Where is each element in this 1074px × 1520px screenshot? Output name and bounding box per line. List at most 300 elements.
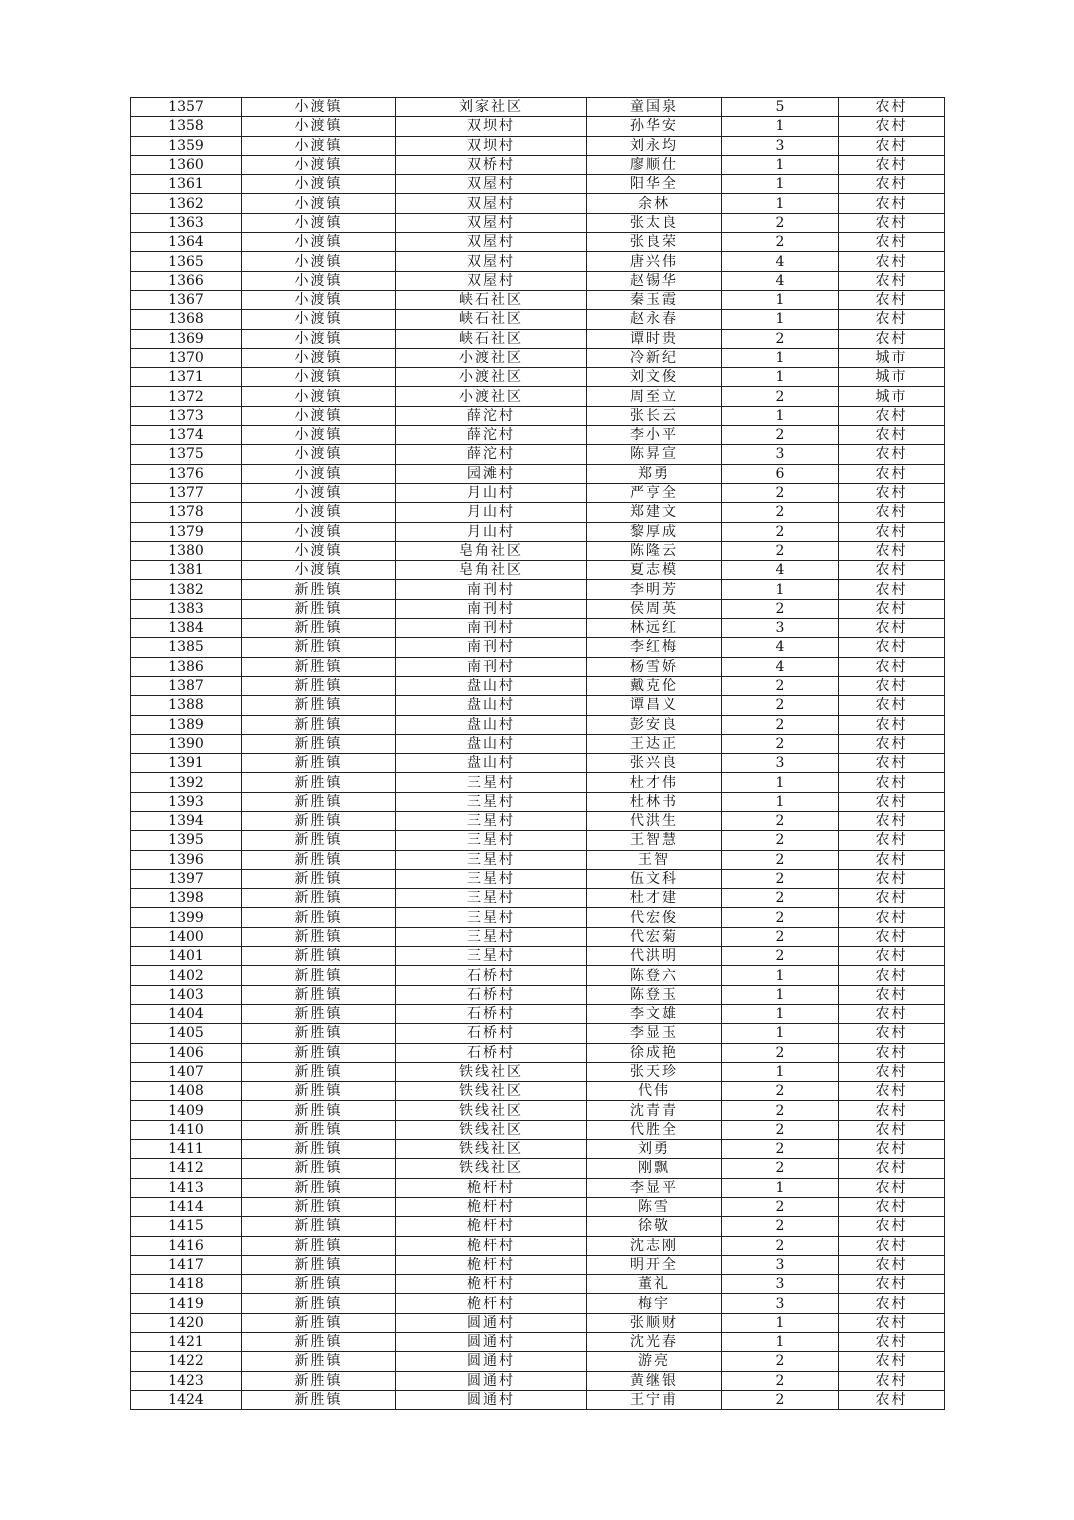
household-count-cell: 3 bbox=[722, 1275, 839, 1294]
town-cell: 新胜镇 bbox=[242, 1043, 396, 1062]
household-count-cell: 4 bbox=[722, 252, 839, 271]
table-row bbox=[131, 599, 945, 618]
household-count-cell: 2 bbox=[722, 811, 839, 830]
serial-number-cell: 1366 bbox=[131, 271, 242, 290]
serial-number-cell: 1414 bbox=[131, 1197, 242, 1216]
serial-number-cell: 1358 bbox=[131, 117, 242, 136]
serial-number-cell: 1378 bbox=[131, 503, 242, 522]
serial-number-cell: 1399 bbox=[131, 908, 242, 927]
name-cell: 王智慧 bbox=[587, 831, 722, 850]
household-count-cell: 4 bbox=[722, 657, 839, 676]
village-cell: 石桥村 bbox=[396, 1024, 587, 1043]
category-cell: 农村 bbox=[839, 657, 945, 676]
name-cell: 代胜全 bbox=[587, 1120, 722, 1139]
serial-number-cell: 1363 bbox=[131, 213, 242, 232]
village-cell: 双屋村 bbox=[396, 194, 587, 213]
village-cell: 桅杆村 bbox=[396, 1236, 587, 1255]
village-cell: 铁线社区 bbox=[396, 1159, 587, 1178]
serial-number-cell: 1385 bbox=[131, 638, 242, 657]
town-cell: 小渡镇 bbox=[242, 290, 396, 309]
table-row bbox=[131, 445, 945, 464]
town-cell: 小渡镇 bbox=[242, 503, 396, 522]
category-cell: 农村 bbox=[839, 676, 945, 695]
table-row bbox=[131, 850, 945, 869]
category-cell: 农村 bbox=[839, 464, 945, 483]
table-row bbox=[131, 966, 945, 985]
village-cell: 峡石社区 bbox=[396, 329, 587, 348]
serial-number-cell: 1412 bbox=[131, 1159, 242, 1178]
village-cell: 月山村 bbox=[396, 483, 587, 502]
serial-number-cell: 1407 bbox=[131, 1062, 242, 1081]
serial-number-cell: 1391 bbox=[131, 754, 242, 773]
household-count-cell: 3 bbox=[722, 1255, 839, 1274]
serial-number-cell: 1409 bbox=[131, 1101, 242, 1120]
name-cell: 李文雄 bbox=[587, 1004, 722, 1023]
serial-number-cell: 1376 bbox=[131, 464, 242, 483]
serial-number-cell: 1374 bbox=[131, 426, 242, 445]
name-cell: 李红梅 bbox=[587, 638, 722, 657]
town-cell: 小渡镇 bbox=[242, 310, 396, 329]
category-cell: 农村 bbox=[839, 561, 945, 580]
household-count-cell: 4 bbox=[722, 561, 839, 580]
category-cell: 农村 bbox=[839, 290, 945, 309]
town-cell: 新胜镇 bbox=[242, 754, 396, 773]
category-cell: 农村 bbox=[839, 1294, 945, 1313]
town-cell: 小渡镇 bbox=[242, 175, 396, 194]
town-cell: 新胜镇 bbox=[242, 1178, 396, 1197]
table-row bbox=[131, 638, 945, 657]
name-cell: 张顺财 bbox=[587, 1313, 722, 1332]
village-cell: 双屋村 bbox=[396, 252, 587, 271]
table-row bbox=[131, 1390, 945, 1409]
town-cell: 小渡镇 bbox=[242, 194, 396, 213]
household-count-cell: 1 bbox=[722, 1024, 839, 1043]
town-cell: 新胜镇 bbox=[242, 1390, 396, 1409]
category-cell: 农村 bbox=[839, 599, 945, 618]
town-cell: 新胜镇 bbox=[242, 715, 396, 734]
category-cell: 农村 bbox=[839, 503, 945, 522]
serial-number-cell: 1380 bbox=[131, 541, 242, 560]
town-cell: 新胜镇 bbox=[242, 734, 396, 753]
table-row bbox=[131, 464, 945, 483]
household-count-cell: 2 bbox=[722, 889, 839, 908]
category-cell: 农村 bbox=[839, 831, 945, 850]
table-row bbox=[131, 676, 945, 695]
village-cell: 盘山村 bbox=[396, 715, 587, 734]
category-cell: 农村 bbox=[839, 136, 945, 155]
table-row bbox=[131, 1024, 945, 1043]
town-cell: 新胜镇 bbox=[242, 1236, 396, 1255]
serial-number-cell: 1396 bbox=[131, 850, 242, 869]
serial-number-cell: 1383 bbox=[131, 599, 242, 618]
household-count-cell: 2 bbox=[722, 869, 839, 888]
table-row bbox=[131, 1294, 945, 1313]
village-cell: 小渡社区 bbox=[396, 387, 587, 406]
town-cell: 新胜镇 bbox=[242, 908, 396, 927]
town-cell: 小渡镇 bbox=[242, 522, 396, 541]
category-cell: 农村 bbox=[839, 1275, 945, 1294]
category-cell: 农村 bbox=[839, 580, 945, 599]
category-cell: 农村 bbox=[839, 1352, 945, 1371]
category-cell: 农村 bbox=[839, 329, 945, 348]
name-cell: 李显平 bbox=[587, 1178, 722, 1197]
village-cell: 圆通村 bbox=[396, 1313, 587, 1332]
household-count-cell: 2 bbox=[722, 947, 839, 966]
name-cell: 郑建文 bbox=[587, 503, 722, 522]
name-cell: 沈青青 bbox=[587, 1101, 722, 1120]
town-cell: 小渡镇 bbox=[242, 426, 396, 445]
serial-number-cell: 1394 bbox=[131, 811, 242, 830]
category-cell: 农村 bbox=[839, 850, 945, 869]
village-cell: 石桥村 bbox=[396, 985, 587, 1004]
town-cell: 小渡镇 bbox=[242, 117, 396, 136]
name-cell: 陈登六 bbox=[587, 966, 722, 985]
table-row bbox=[131, 387, 945, 406]
category-cell: 农村 bbox=[839, 233, 945, 252]
category-cell: 农村 bbox=[839, 619, 945, 638]
name-cell: 李小平 bbox=[587, 426, 722, 445]
town-cell: 新胜镇 bbox=[242, 1197, 396, 1216]
household-count-cell: 2 bbox=[722, 1159, 839, 1178]
category-cell: 农村 bbox=[839, 194, 945, 213]
town-cell: 小渡镇 bbox=[242, 329, 396, 348]
town-cell: 新胜镇 bbox=[242, 696, 396, 715]
village-cell: 双屋村 bbox=[396, 175, 587, 194]
name-cell: 唐兴伟 bbox=[587, 252, 722, 271]
table-row bbox=[131, 1275, 945, 1294]
village-cell: 铁线社区 bbox=[396, 1101, 587, 1120]
name-cell: 张良荣 bbox=[587, 233, 722, 252]
serial-number-cell: 1422 bbox=[131, 1352, 242, 1371]
town-cell: 新胜镇 bbox=[242, 1101, 396, 1120]
household-count-cell: 2 bbox=[722, 734, 839, 753]
category-cell: 农村 bbox=[839, 754, 945, 773]
roster-body bbox=[131, 98, 945, 1410]
category-cell: 农村 bbox=[839, 1101, 945, 1120]
town-cell: 新胜镇 bbox=[242, 773, 396, 792]
village-cell: 石桥村 bbox=[396, 1043, 587, 1062]
category-cell: 农村 bbox=[839, 908, 945, 927]
household-count-cell: 2 bbox=[722, 927, 839, 946]
category-cell: 农村 bbox=[839, 445, 945, 464]
village-cell: 盘山村 bbox=[396, 754, 587, 773]
name-cell: 杨雪娇 bbox=[587, 657, 722, 676]
household-count-cell: 2 bbox=[722, 908, 839, 927]
category-cell: 农村 bbox=[839, 773, 945, 792]
serial-number-cell: 1370 bbox=[131, 348, 242, 367]
village-cell: 小渡社区 bbox=[396, 348, 587, 367]
serial-number-cell: 1417 bbox=[131, 1255, 242, 1274]
village-cell: 铁线社区 bbox=[396, 1140, 587, 1159]
name-cell: 徐成艳 bbox=[587, 1043, 722, 1062]
serial-number-cell: 1361 bbox=[131, 175, 242, 194]
serial-number-cell: 1402 bbox=[131, 966, 242, 985]
name-cell: 林远红 bbox=[587, 619, 722, 638]
household-count-cell: 1 bbox=[722, 310, 839, 329]
table-row bbox=[131, 98, 945, 117]
category-cell: 农村 bbox=[839, 734, 945, 753]
table-row bbox=[131, 908, 945, 927]
serial-number-cell: 1397 bbox=[131, 869, 242, 888]
name-cell: 赵锡华 bbox=[587, 271, 722, 290]
household-count-cell: 1 bbox=[722, 290, 839, 309]
town-cell: 新胜镇 bbox=[242, 580, 396, 599]
serial-number-cell: 1395 bbox=[131, 831, 242, 850]
name-cell: 廖顺仕 bbox=[587, 155, 722, 174]
household-count-cell: 3 bbox=[722, 1294, 839, 1313]
serial-number-cell: 1404 bbox=[131, 1004, 242, 1023]
name-cell: 李明芳 bbox=[587, 580, 722, 599]
town-cell: 新胜镇 bbox=[242, 1120, 396, 1139]
serial-number-cell: 1398 bbox=[131, 889, 242, 908]
table-row bbox=[131, 869, 945, 888]
name-cell: 代洪明 bbox=[587, 947, 722, 966]
serial-number-cell: 1368 bbox=[131, 310, 242, 329]
town-cell: 小渡镇 bbox=[242, 387, 396, 406]
village-cell: 三星村 bbox=[396, 792, 587, 811]
name-cell: 梅宇 bbox=[587, 1294, 722, 1313]
village-cell: 三星村 bbox=[396, 889, 587, 908]
table-row bbox=[131, 1333, 945, 1352]
category-cell: 农村 bbox=[839, 966, 945, 985]
household-count-cell: 2 bbox=[722, 387, 839, 406]
household-count-cell: 2 bbox=[722, 1197, 839, 1216]
town-cell: 新胜镇 bbox=[242, 1313, 396, 1332]
name-cell: 张太良 bbox=[587, 213, 722, 232]
village-cell: 铁线社区 bbox=[396, 1082, 587, 1101]
town-cell: 小渡镇 bbox=[242, 271, 396, 290]
category-cell: 农村 bbox=[839, 1024, 945, 1043]
table-row bbox=[131, 580, 945, 599]
category-cell: 农村 bbox=[839, 811, 945, 830]
town-cell: 小渡镇 bbox=[242, 445, 396, 464]
household-count-cell: 2 bbox=[722, 1352, 839, 1371]
name-cell: 刘勇 bbox=[587, 1140, 722, 1159]
household-count-cell: 1 bbox=[722, 155, 839, 174]
table-row bbox=[131, 368, 945, 387]
village-cell: 桅杆村 bbox=[396, 1178, 587, 1197]
town-cell: 新胜镇 bbox=[242, 985, 396, 1004]
village-cell: 双屋村 bbox=[396, 213, 587, 232]
town-cell: 新胜镇 bbox=[242, 889, 396, 908]
name-cell: 代洪生 bbox=[587, 811, 722, 830]
category-cell: 城市 bbox=[839, 387, 945, 406]
village-cell: 月山村 bbox=[396, 522, 587, 541]
category-cell: 农村 bbox=[839, 271, 945, 290]
serial-number-cell: 1413 bbox=[131, 1178, 242, 1197]
category-cell: 农村 bbox=[839, 98, 945, 117]
category-cell: 农村 bbox=[839, 1178, 945, 1197]
serial-number-cell: 1386 bbox=[131, 657, 242, 676]
serial-number-cell: 1415 bbox=[131, 1217, 242, 1236]
category-cell: 农村 bbox=[839, 483, 945, 502]
town-cell: 小渡镇 bbox=[242, 464, 396, 483]
category-cell: 农村 bbox=[839, 1255, 945, 1274]
village-cell: 盘山村 bbox=[396, 676, 587, 695]
household-count-cell: 2 bbox=[722, 483, 839, 502]
name-cell: 杜林书 bbox=[587, 792, 722, 811]
town-cell: 新胜镇 bbox=[242, 1062, 396, 1081]
table-row bbox=[131, 947, 945, 966]
table-row bbox=[131, 194, 945, 213]
town-cell: 小渡镇 bbox=[242, 348, 396, 367]
household-count-cell: 1 bbox=[722, 348, 839, 367]
town-cell: 小渡镇 bbox=[242, 406, 396, 425]
village-cell: 圆通村 bbox=[396, 1352, 587, 1371]
table-row bbox=[131, 1178, 945, 1197]
village-cell: 圆通村 bbox=[396, 1333, 587, 1352]
village-cell: 桅杆村 bbox=[396, 1275, 587, 1294]
village-cell: 双屋村 bbox=[396, 233, 587, 252]
name-cell: 夏志模 bbox=[587, 561, 722, 580]
household-count-cell: 1 bbox=[722, 1004, 839, 1023]
name-cell: 赵永春 bbox=[587, 310, 722, 329]
table-row bbox=[131, 792, 945, 811]
name-cell: 谭时贵 bbox=[587, 329, 722, 348]
name-cell: 沈光春 bbox=[587, 1333, 722, 1352]
town-cell: 小渡镇 bbox=[242, 561, 396, 580]
town-cell: 新胜镇 bbox=[242, 1294, 396, 1313]
table-row bbox=[131, 1140, 945, 1159]
table-row bbox=[131, 406, 945, 425]
household-count-cell: 1 bbox=[722, 580, 839, 599]
serial-number-cell: 1416 bbox=[131, 1236, 242, 1255]
name-cell: 冷新纪 bbox=[587, 348, 722, 367]
household-count-cell: 2 bbox=[722, 426, 839, 445]
town-cell: 新胜镇 bbox=[242, 638, 396, 657]
village-cell: 桅杆村 bbox=[396, 1294, 587, 1313]
household-count-cell: 4 bbox=[722, 271, 839, 290]
town-cell: 小渡镇 bbox=[242, 155, 396, 174]
category-cell: 农村 bbox=[839, 1333, 945, 1352]
town-cell: 新胜镇 bbox=[242, 811, 396, 830]
household-count-cell: 3 bbox=[722, 754, 839, 773]
village-cell: 南刊村 bbox=[396, 638, 587, 657]
table-row bbox=[131, 831, 945, 850]
table-row bbox=[131, 1313, 945, 1332]
village-cell: 双坝村 bbox=[396, 136, 587, 155]
household-count-cell: 2 bbox=[722, 696, 839, 715]
category-cell: 农村 bbox=[839, 1217, 945, 1236]
town-cell: 新胜镇 bbox=[242, 1024, 396, 1043]
name-cell: 王达正 bbox=[587, 734, 722, 753]
town-cell: 新胜镇 bbox=[242, 1352, 396, 1371]
household-count-cell: 1 bbox=[722, 406, 839, 425]
table-row bbox=[131, 1120, 945, 1139]
serial-number-cell: 1405 bbox=[131, 1024, 242, 1043]
village-cell: 铁线社区 bbox=[396, 1062, 587, 1081]
serial-number-cell: 1411 bbox=[131, 1140, 242, 1159]
serial-number-cell: 1419 bbox=[131, 1294, 242, 1313]
category-cell: 城市 bbox=[839, 348, 945, 367]
village-cell: 铁线社区 bbox=[396, 1120, 587, 1139]
table-row bbox=[131, 541, 945, 560]
household-count-cell: 2 bbox=[722, 541, 839, 560]
category-cell: 农村 bbox=[839, 1390, 945, 1409]
category-cell: 农村 bbox=[839, 1371, 945, 1390]
name-cell: 杜才伟 bbox=[587, 773, 722, 792]
serial-number-cell: 1379 bbox=[131, 522, 242, 541]
village-cell: 盘山村 bbox=[396, 696, 587, 715]
name-cell: 秦玉霞 bbox=[587, 290, 722, 309]
town-cell: 新胜镇 bbox=[242, 869, 396, 888]
serial-number-cell: 1365 bbox=[131, 252, 242, 271]
village-cell: 双屋村 bbox=[396, 271, 587, 290]
town-cell: 小渡镇 bbox=[242, 368, 396, 387]
household-count-cell: 2 bbox=[722, 1082, 839, 1101]
category-cell: 农村 bbox=[839, 792, 945, 811]
table-row bbox=[131, 985, 945, 1004]
category-cell: 农村 bbox=[839, 1313, 945, 1332]
household-count-cell: 1 bbox=[722, 1062, 839, 1081]
village-cell: 南刊村 bbox=[396, 657, 587, 676]
category-cell: 农村 bbox=[839, 155, 945, 174]
village-cell: 三星村 bbox=[396, 773, 587, 792]
category-cell: 农村 bbox=[839, 310, 945, 329]
serial-number-cell: 1424 bbox=[131, 1390, 242, 1409]
name-cell: 沈志刚 bbox=[587, 1236, 722, 1255]
serial-number-cell: 1373 bbox=[131, 406, 242, 425]
serial-number-cell: 1377 bbox=[131, 483, 242, 502]
village-cell: 皂角社区 bbox=[396, 541, 587, 560]
table-row bbox=[131, 426, 945, 445]
town-cell: 新胜镇 bbox=[242, 927, 396, 946]
name-cell: 明开全 bbox=[587, 1255, 722, 1274]
village-cell: 皂角社区 bbox=[396, 561, 587, 580]
household-count-cell: 1 bbox=[722, 792, 839, 811]
table-row bbox=[131, 1082, 945, 1101]
serial-number-cell: 1360 bbox=[131, 155, 242, 174]
village-cell: 峡石社区 bbox=[396, 310, 587, 329]
serial-number-cell: 1382 bbox=[131, 580, 242, 599]
serial-number-cell: 1421 bbox=[131, 1333, 242, 1352]
name-cell: 董礼 bbox=[587, 1275, 722, 1294]
table-row bbox=[131, 889, 945, 908]
serial-number-cell: 1390 bbox=[131, 734, 242, 753]
name-cell: 杜才建 bbox=[587, 889, 722, 908]
village-cell: 三星村 bbox=[396, 869, 587, 888]
household-count-cell: 2 bbox=[722, 522, 839, 541]
category-cell: 农村 bbox=[839, 638, 945, 657]
name-cell: 代伟 bbox=[587, 1082, 722, 1101]
town-cell: 新胜镇 bbox=[242, 1255, 396, 1274]
name-cell: 童国泉 bbox=[587, 98, 722, 117]
serial-number-cell: 1418 bbox=[131, 1275, 242, 1294]
table-row bbox=[131, 1371, 945, 1390]
serial-number-cell: 1371 bbox=[131, 368, 242, 387]
table-row bbox=[131, 1101, 945, 1120]
category-cell: 农村 bbox=[839, 1236, 945, 1255]
household-count-cell: 2 bbox=[722, 233, 839, 252]
household-count-cell: 2 bbox=[722, 1390, 839, 1409]
name-cell: 谭昌义 bbox=[587, 696, 722, 715]
town-cell: 新胜镇 bbox=[242, 850, 396, 869]
town-cell: 新胜镇 bbox=[242, 1140, 396, 1159]
town-cell: 新胜镇 bbox=[242, 1217, 396, 1236]
serial-number-cell: 1401 bbox=[131, 947, 242, 966]
table-row bbox=[131, 329, 945, 348]
table-row bbox=[131, 561, 945, 580]
serial-number-cell: 1400 bbox=[131, 927, 242, 946]
table-row bbox=[131, 117, 945, 136]
serial-number-cell: 1359 bbox=[131, 136, 242, 155]
village-cell: 三星村 bbox=[396, 831, 587, 850]
village-cell: 双坝村 bbox=[396, 117, 587, 136]
household-count-cell: 6 bbox=[722, 464, 839, 483]
town-cell: 新胜镇 bbox=[242, 619, 396, 638]
household-count-cell: 5 bbox=[722, 98, 839, 117]
town-cell: 新胜镇 bbox=[242, 599, 396, 618]
